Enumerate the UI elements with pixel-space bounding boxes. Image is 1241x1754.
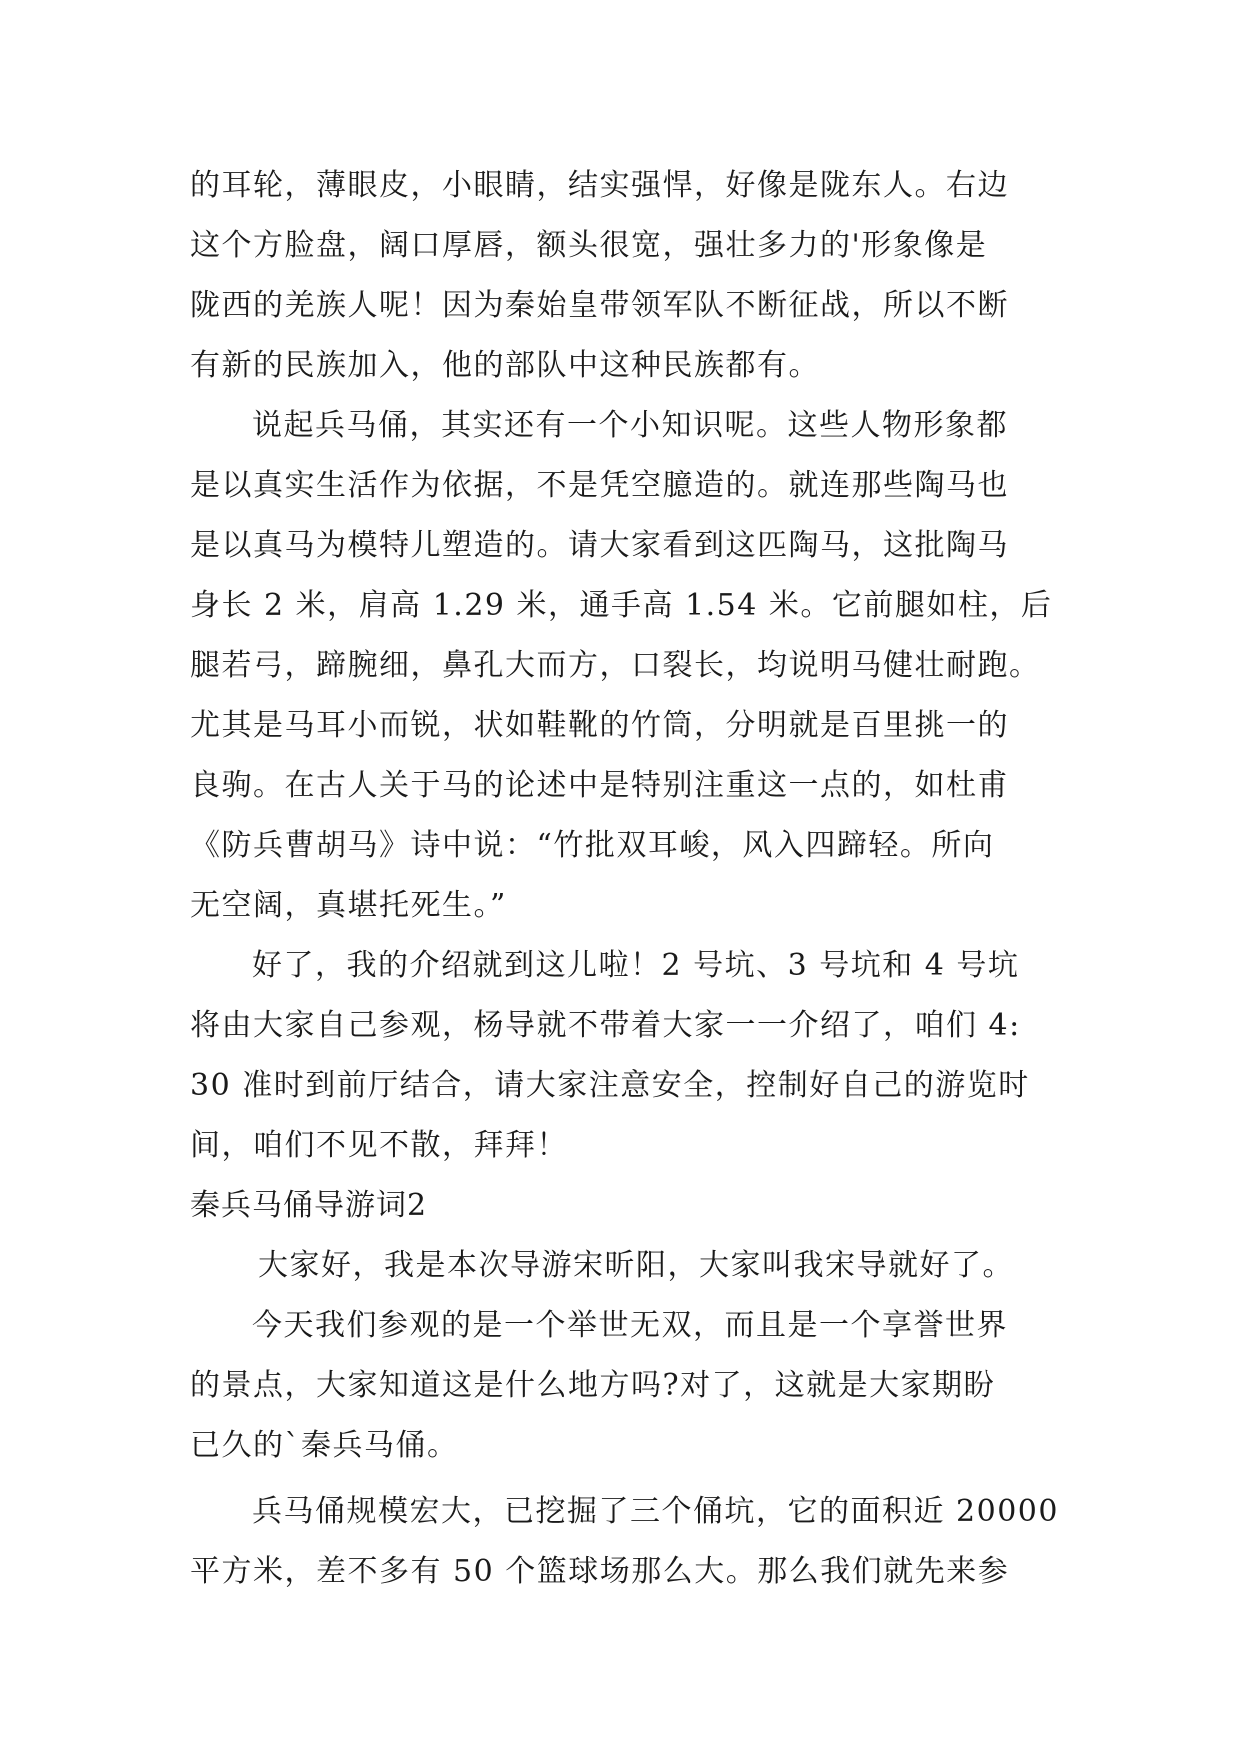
text-line: 是以真马为模特儿塑造的。请大家看到这匹陶马，这批陶马 xyxy=(190,528,1009,563)
text-line: 陇西的羌族人呢！因为秦始皇带领军队不断征战，所以不断 xyxy=(190,288,1009,323)
text-line: 良驹。在古人关于马的论述中是特别注重这一点的，如杜甫 xyxy=(190,768,1009,803)
text-line: 腿若弓，蹄腕细，鼻孔大而方，口裂长，均说明马健壮耐跑。 xyxy=(190,648,1041,683)
paragraph-closing xyxy=(190,936,1050,1176)
paragraph-section1-end xyxy=(190,156,1050,396)
section-title: 秦兵马俑导游词2 xyxy=(190,1188,428,1223)
text-line: 说起兵马俑，其实还有一个小知识呢。这些人物形象都 xyxy=(252,408,1008,443)
text-line: 大家好，我是本次导游宋昕阳，大家叫我宋导就好了。 xyxy=(258,1248,1014,1283)
text-line: 《防兵曹胡马》诗中说：“竹批双耳峻，风入四蹄轻。所向 xyxy=(190,828,995,863)
text-line: 的景点，大家知道这是什么地方吗?对了，这就是大家期盼 xyxy=(190,1368,996,1403)
text-line: 间，咱们不见不散，拜拜！ xyxy=(190,1128,568,1163)
text-line: 兵马俑规模宏大，已挖掘了三个俑坑，它的面积近 20000 xyxy=(252,1494,1059,1529)
text-line: 无空阔，真堪托死生。” xyxy=(190,888,507,923)
text-line: 今天我们参观的是一个举世无双，而且是一个享誉世界 xyxy=(252,1308,1008,1343)
text-line: 身长 2 米，肩高 1.29 米，通手高 1.54 米。它前腿如柱，后 xyxy=(190,588,1053,623)
paragraph-scale xyxy=(190,1482,1059,1602)
text-line: 好了，我的介绍就到这儿啦！2 号坑、3 号坑和 4 号坑 xyxy=(252,948,1020,983)
text-line: 将由大家自己参观，杨导就不带着大家一一介绍了，咱们 4: xyxy=(190,1008,1021,1043)
text-line: 已久的`秦兵马俑。 xyxy=(190,1428,459,1463)
text-line: 这个方脸盘，阔口厚唇，额头很宽，强壮多力的'形象像是 xyxy=(190,228,988,263)
document-page xyxy=(190,156,1059,1602)
text-line: 平方米，差不多有 50 个篮球场那么大。那么我们就先来参 xyxy=(190,1554,1010,1589)
paragraph-today xyxy=(190,1296,1050,1476)
text-line: 尤其是马耳小而锐，状如鞋靴的竹筒，分明就是百里挑一的 xyxy=(190,708,1009,743)
text-line: 30 准时到前厅结合，请大家注意安全，控制好自己的游览时 xyxy=(190,1068,1030,1103)
text-line: 是以真实生活作为依据，不是凭空臆造的。就连那些陶马也 xyxy=(190,468,1009,503)
paragraph-horses xyxy=(190,396,1053,936)
text-line: 的耳轮，薄眼皮，小眼睛，结实强悍，好像是陇东人。右边 xyxy=(190,168,1009,203)
paragraph-greeting xyxy=(190,1236,1050,1296)
text-line: 有新的民族加入，他的部队中这种民族都有。 xyxy=(190,348,820,383)
